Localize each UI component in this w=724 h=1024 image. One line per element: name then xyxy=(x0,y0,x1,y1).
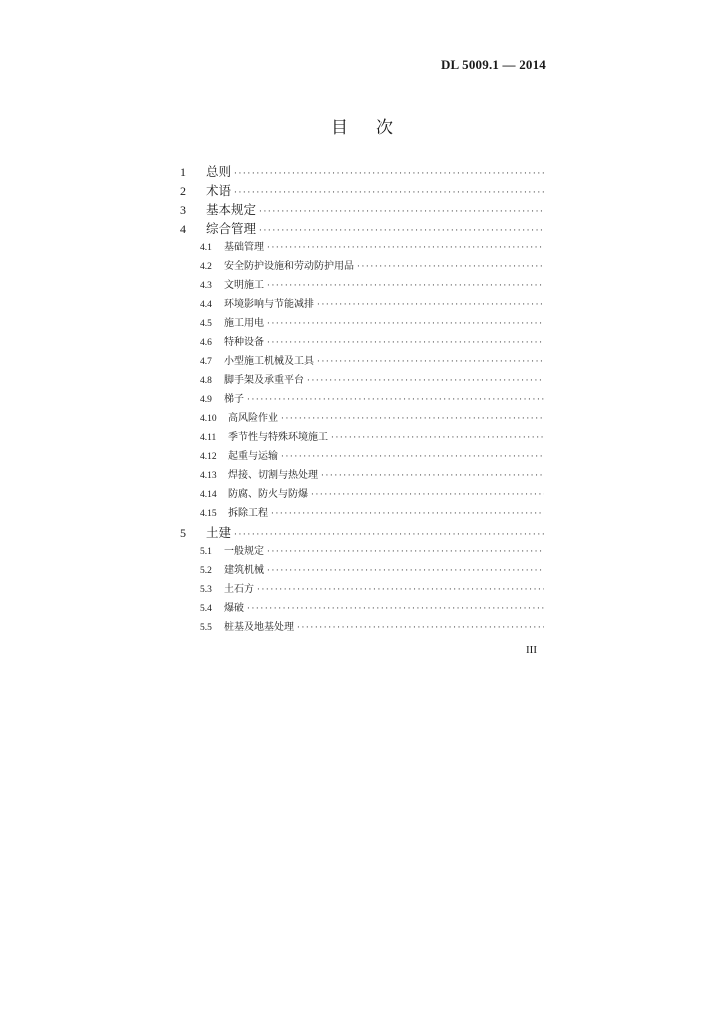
toc-entry-title: 特种设备 xyxy=(224,337,264,348)
toc-entry-title: 季节性与特殊环境施工 xyxy=(228,432,328,443)
toc-entry-title: 基本规定 xyxy=(206,202,257,217)
toc-leader-dots xyxy=(234,165,544,181)
toc-entry-number: 4.5 xyxy=(200,319,212,329)
toc-leader-dots xyxy=(317,353,544,371)
toc-leader-dots xyxy=(281,410,544,428)
toc-leader-dots xyxy=(267,543,544,561)
toc-entry-number: 4.7 xyxy=(200,357,212,367)
toc-entry-4-4[interactable] xyxy=(180,295,544,314)
toc-entry-5-3[interactable] xyxy=(180,580,544,599)
toc-leader-dots xyxy=(257,581,544,599)
toc-entry-5-5[interactable] xyxy=(180,618,544,637)
toc-entry-3[interactable] xyxy=(180,200,544,219)
toc-leader-dots xyxy=(267,277,544,295)
table-of-contents xyxy=(180,162,544,637)
toc-leader-dots xyxy=(311,486,544,504)
toc-leader-dots xyxy=(267,334,544,352)
toc-entry-4-5[interactable] xyxy=(180,314,544,333)
toc-entry-number: 5.2 xyxy=(200,566,212,576)
toc-entry-4-2[interactable] xyxy=(180,257,544,276)
toc-entry-title: 桩基及地基处理 xyxy=(224,622,294,633)
toc-entry-title: 环境影响与节能减排 xyxy=(224,299,314,310)
toc-entry-4-8[interactable] xyxy=(180,371,544,390)
toc-entry-number: 4.11 xyxy=(200,433,217,443)
toc-entry-5-1[interactable] xyxy=(180,542,544,561)
toc-entry-title: 基础管理 xyxy=(224,242,264,253)
toc-leader-dots xyxy=(331,429,544,447)
toc-entry-number: 4.13 xyxy=(200,471,217,481)
toc-entry-4-7[interactable] xyxy=(180,352,544,371)
document-code: DL 5009.1 — 2014 xyxy=(440,57,546,72)
toc-entry-title: 高风险作业 xyxy=(228,413,278,424)
toc-entry-number: 4.8 xyxy=(200,376,212,386)
toc-entry-title: 焊接、切割与热处理 xyxy=(228,470,318,481)
toc-leader-dots xyxy=(281,448,544,466)
toc-leader-dots xyxy=(321,467,544,485)
toc-entry-title: 建筑机械 xyxy=(224,565,264,576)
toc-leader-dots xyxy=(259,222,544,238)
toc-entry-2[interactable] xyxy=(180,181,544,200)
toc-entry-4-15[interactable] xyxy=(180,504,544,523)
toc-entry-number: 4 xyxy=(180,222,186,236)
toc-entry-number: 4.4 xyxy=(200,300,212,310)
toc-entry-number: 4.3 xyxy=(200,281,212,291)
toc-entry-number: 5.5 xyxy=(200,623,212,633)
toc-entry-title: 小型施工机械及工具 xyxy=(224,356,314,367)
toc-entry-4-14[interactable] xyxy=(180,485,544,504)
toc-entry-title: 施工用电 xyxy=(224,318,264,329)
toc-entry-number: 4.14 xyxy=(200,490,217,500)
toc-entry-title: 安全防护设施和劳动防护用品 xyxy=(224,261,354,272)
toc-entry-title: 总则 xyxy=(206,164,232,179)
toc-entry-4-1[interactable] xyxy=(180,238,544,257)
toc-entry-title: 土石方 xyxy=(224,584,254,595)
toc-leader-dots xyxy=(234,526,544,542)
toc-entry-title: 防腐、防火与防爆 xyxy=(228,489,308,500)
toc-leader-dots xyxy=(267,562,544,580)
toc-leader-dots xyxy=(267,315,544,333)
toc-entry-number: 4.15 xyxy=(200,509,217,519)
toc-entry-5-4[interactable] xyxy=(180,599,544,618)
toc-entry-number: 4.1 xyxy=(200,243,212,253)
toc-leader-dots xyxy=(259,203,544,219)
toc-entry-number: 3 xyxy=(180,203,186,217)
page-number: III xyxy=(526,644,537,656)
toc-leader-dots xyxy=(297,619,544,637)
toc-entry-number: 5.4 xyxy=(200,604,212,614)
toc-entry-number: 5 xyxy=(180,526,186,540)
toc-entry-number: 4.12 xyxy=(200,452,217,462)
toc-entry-4-13[interactable] xyxy=(180,466,544,485)
toc-entry-1[interactable] xyxy=(180,162,544,181)
page-title: 目次 xyxy=(331,118,421,138)
toc-entry-number: 5.3 xyxy=(200,585,212,595)
toc-leader-dots xyxy=(267,239,544,257)
toc-leader-dots xyxy=(247,600,544,618)
toc-entry-title: 一般规定 xyxy=(224,546,264,557)
toc-leader-dots xyxy=(357,258,544,276)
toc-entry-title: 爆破 xyxy=(224,603,244,614)
toc-entry-title: 起重与运输 xyxy=(228,451,278,462)
toc-entry-number: 1 xyxy=(180,165,186,179)
toc-entry-number: 4.2 xyxy=(200,262,212,272)
toc-entry-title: 脚手架及承重平台 xyxy=(224,375,304,386)
toc-leader-dots xyxy=(234,184,544,200)
toc-entry-title: 文明施工 xyxy=(224,280,264,291)
toc-entry-4[interactable] xyxy=(180,219,544,238)
toc-entry-4-3[interactable] xyxy=(180,276,544,295)
toc-leader-dots xyxy=(317,296,544,314)
toc-entry-number: 2 xyxy=(180,184,186,198)
toc-entry-4-11[interactable] xyxy=(180,428,544,447)
toc-entry-4-10[interactable] xyxy=(180,409,544,428)
toc-entry-number: 4.9 xyxy=(200,395,212,405)
toc-entry-title: 土建 xyxy=(206,525,232,540)
toc-leader-dots xyxy=(307,372,544,390)
toc-entry-4-6[interactable] xyxy=(180,333,544,352)
toc-entry-4-9[interactable] xyxy=(180,390,544,409)
toc-entry-number: 5.1 xyxy=(200,547,212,557)
toc-entry-5-2[interactable] xyxy=(180,561,544,580)
toc-entry-title: 术语 xyxy=(206,183,232,198)
toc-leader-dots xyxy=(247,391,544,409)
toc-entry-4-12[interactable] xyxy=(180,447,544,466)
toc-entry-title: 拆除工程 xyxy=(228,508,268,519)
toc-entry-5[interactable] xyxy=(180,523,544,542)
toc-leader-dots xyxy=(271,505,544,523)
toc-entry-number: 4.6 xyxy=(200,338,212,348)
toc-entry-title: 梯子 xyxy=(224,394,244,405)
toc-entry-number: 4.10 xyxy=(200,414,217,424)
toc-entry-title: 综合管理 xyxy=(206,221,257,236)
